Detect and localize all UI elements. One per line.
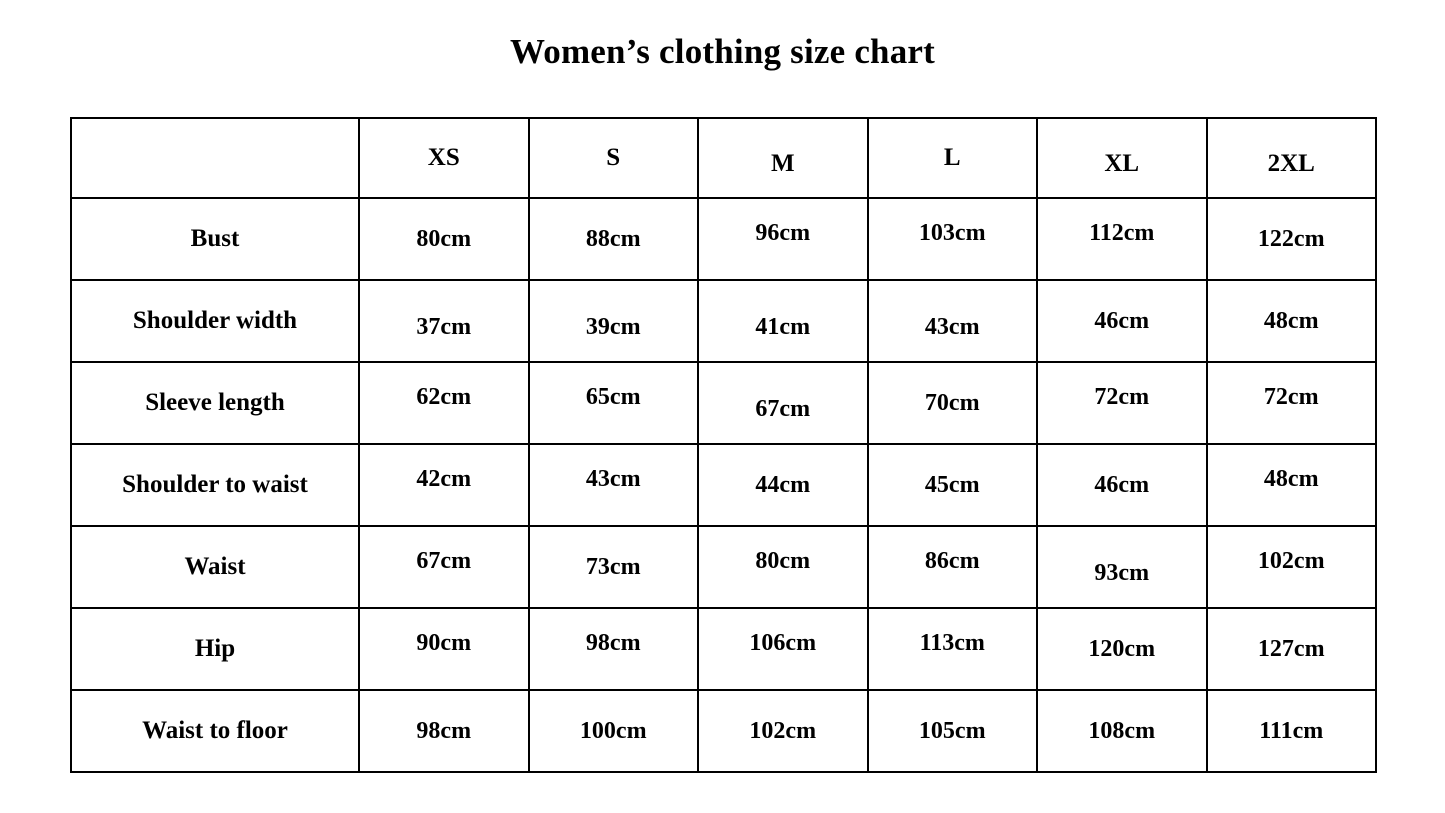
cell-waist-xl: 93cm xyxy=(1037,526,1207,608)
column-header-s-label: S xyxy=(606,144,621,171)
cell-waist-m: 80cm xyxy=(698,526,868,608)
cell-sleeve-length-m: 67cm xyxy=(698,362,868,444)
cell-waist-l: 86cm xyxy=(868,526,1038,608)
column-header-xl-label: XL xyxy=(1104,150,1140,177)
cell-shoulder-to-waist-m: 44cm xyxy=(698,444,868,526)
column-header-s xyxy=(529,118,699,198)
table-row xyxy=(71,362,1376,444)
table-header xyxy=(71,118,1376,198)
cell-hip-2xl: 127cm xyxy=(1207,608,1377,690)
cell-waist-s: 73cm xyxy=(529,526,699,608)
cell-shoulder-to-waist-xl: 46cm xyxy=(1037,444,1207,526)
cell-hip-s: 98cm xyxy=(529,608,699,690)
size-chart-table-wrapper xyxy=(70,117,1375,773)
cell-waist-to-floor-2xl: 111cm xyxy=(1207,690,1377,772)
cell-waist-2xl: 102cm xyxy=(1207,526,1377,608)
cell-hip-l: 113cm xyxy=(868,608,1038,690)
cell-shoulder-to-waist-2xl: 48cm xyxy=(1207,444,1377,526)
cell-shoulder-to-waist-s: 43cm xyxy=(529,444,699,526)
cell-waist-to-floor-s: 100cm xyxy=(529,690,699,772)
cell-sleeve-length-2xl: 72cm xyxy=(1207,362,1377,444)
row-label-waist: Waist xyxy=(71,526,359,608)
row-label-shoulder-to-waist: Shoulder to waist xyxy=(71,444,359,526)
cell-shoulder-width-2xl: 48cm xyxy=(1207,280,1377,362)
cell-shoulder-to-waist-l: 45cm xyxy=(868,444,1038,526)
size-chart-table xyxy=(70,117,1377,773)
column-header-l xyxy=(868,118,1038,198)
cell-sleeve-length-s: 65cm xyxy=(529,362,699,444)
table-body xyxy=(71,198,1376,772)
column-header-2xl xyxy=(1207,118,1377,198)
column-header-2xl-label: 2XL xyxy=(1267,150,1315,177)
cell-shoulder-width-xl: 46cm xyxy=(1037,280,1207,362)
cell-shoulder-width-s: 39cm xyxy=(529,280,699,362)
table-header-row xyxy=(71,118,1376,198)
cell-waist-to-floor-l: 105cm xyxy=(868,690,1038,772)
table-corner-cell xyxy=(71,118,359,198)
row-label-bust: Bust xyxy=(71,198,359,280)
cell-waist-to-floor-xs: 98cm xyxy=(359,690,529,772)
cell-shoulder-width-xs: 37cm xyxy=(359,280,529,362)
table-row xyxy=(71,690,1376,772)
cell-waist-to-floor-m: 102cm xyxy=(698,690,868,772)
column-header-m xyxy=(698,118,868,198)
cell-bust-xs: 80cm xyxy=(359,198,529,280)
column-header-l-label: L xyxy=(943,144,961,171)
cell-hip-xs: 90cm xyxy=(359,608,529,690)
cell-bust-xl: 112cm xyxy=(1037,198,1207,280)
cell-waist-xs: 67cm xyxy=(359,526,529,608)
table-row xyxy=(71,608,1376,690)
column-header-m-label: M xyxy=(770,150,795,177)
cell-bust-2xl: 122cm xyxy=(1207,198,1377,280)
page-title: Women’s clothing size chart xyxy=(509,32,936,71)
cell-shoulder-width-m: 41cm xyxy=(698,280,868,362)
row-label-shoulder-width: Shoulder width xyxy=(71,280,359,362)
column-header-xs xyxy=(359,118,529,198)
cell-bust-l: 103cm xyxy=(868,198,1038,280)
cell-sleeve-length-l: 70cm xyxy=(868,362,1038,444)
table-row xyxy=(71,444,1376,526)
cell-bust-m: 96cm xyxy=(698,198,868,280)
column-header-xs-label: XS xyxy=(427,144,460,171)
cell-sleeve-length-xl: 72cm xyxy=(1037,362,1207,444)
cell-waist-to-floor-xl: 108cm xyxy=(1037,690,1207,772)
row-label-waist-to-floor: Waist to floor xyxy=(71,690,359,772)
cell-bust-s: 88cm xyxy=(529,198,699,280)
table-row xyxy=(71,280,1376,362)
cell-shoulder-width-l: 43cm xyxy=(868,280,1038,362)
cell-hip-m: 106cm xyxy=(698,608,868,690)
table-row xyxy=(71,198,1376,280)
cell-sleeve-length-xs: 62cm xyxy=(359,362,529,444)
row-label-hip: Hip xyxy=(71,608,359,690)
cell-hip-xl: 120cm xyxy=(1037,608,1207,690)
column-header-xl xyxy=(1037,118,1207,198)
table-row xyxy=(71,526,1376,608)
row-label-sleeve-length: Sleeve length xyxy=(71,362,359,444)
cell-shoulder-to-waist-xs: 42cm xyxy=(359,444,529,526)
